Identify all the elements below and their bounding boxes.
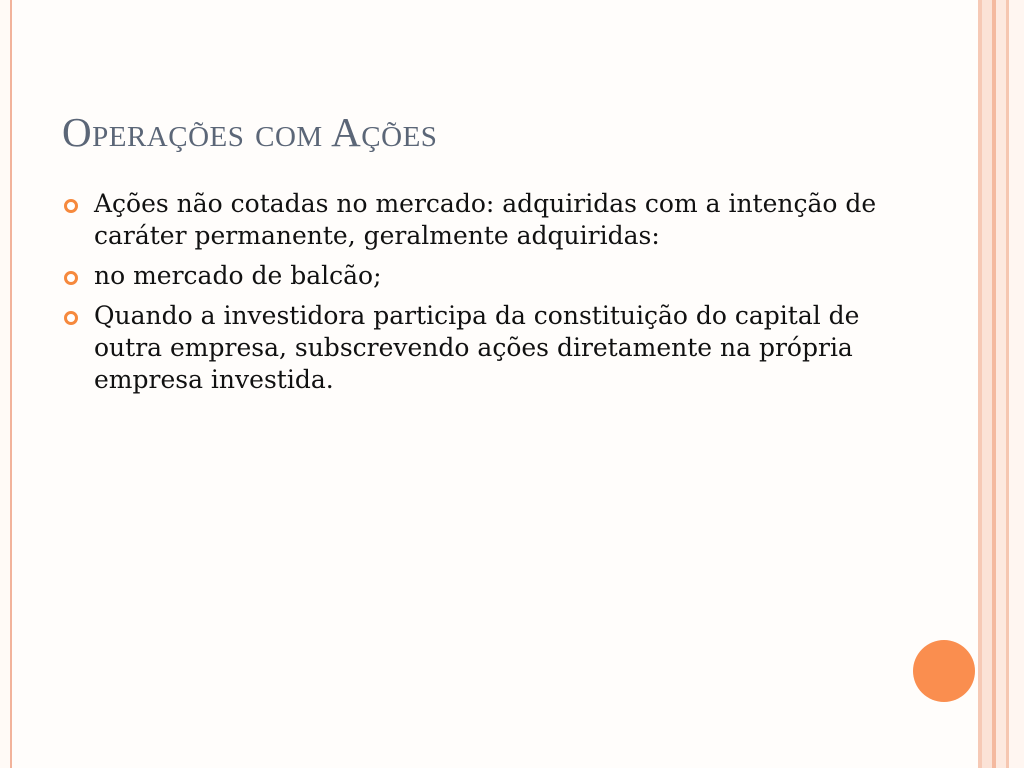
ring-bullet-icon xyxy=(64,311,78,325)
slide-title: Operações com Ações xyxy=(62,109,438,155)
bullet-item xyxy=(62,188,882,252)
bullet-list xyxy=(62,188,882,404)
bullet-item xyxy=(62,260,882,292)
left-frame-border xyxy=(0,0,12,768)
ring-bullet-icon xyxy=(64,271,78,285)
decorative-orange-circle xyxy=(913,640,975,702)
ring-bullet-icon xyxy=(64,199,78,213)
bullet-text: Ações não cotadas no mercado: adquiridas com a intenção de caráter permanente, geralmente adquiridas: xyxy=(94,189,877,250)
bullet-item xyxy=(62,300,882,396)
bullet-text: Quando a investidora participa da constituição do capital de outra empresa, subscrevendo ações diretamente na própria empresa investida. xyxy=(94,301,860,394)
right-decorative-stripe xyxy=(996,0,1006,768)
right-decorative-stripe xyxy=(982,0,992,768)
right-decorative-stripe xyxy=(1009,0,1024,768)
bullet-text: no mercado de balcão; xyxy=(94,261,382,290)
